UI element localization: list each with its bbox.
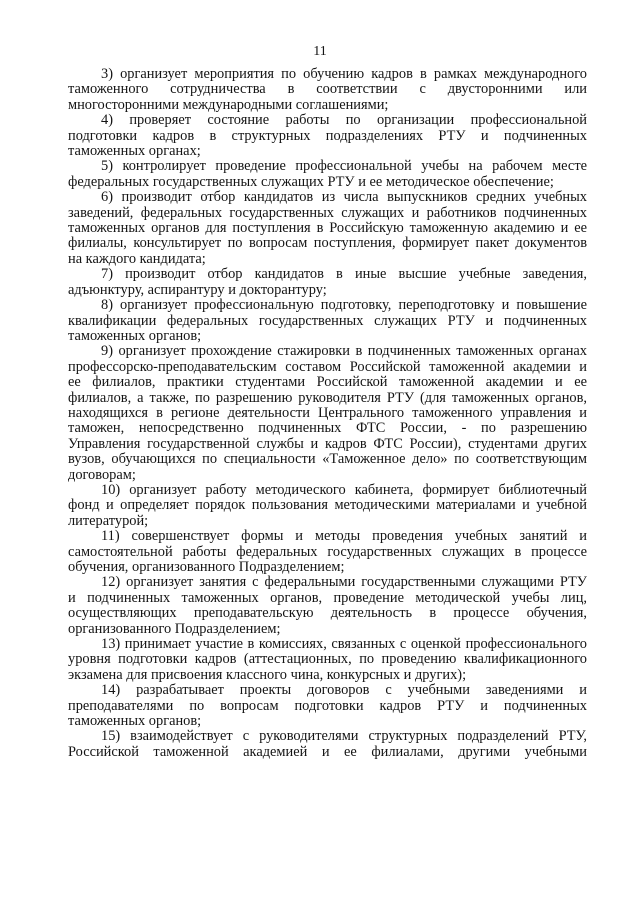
- text-line: 6) производит отбор кандидатов из числа выпускников средних учебных: [101, 189, 587, 206]
- text-line: подготовки кадров в структурных подразделениях РТУ и подчиненных: [68, 127, 587, 144]
- text-line: и подчиненных таможенных органов, проведение методической учебы лиц,: [68, 589, 587, 606]
- list-item-paragraph: [68, 298, 587, 344]
- text-line: договорам;: [68, 466, 136, 483]
- text-line: таможенного сотрудничества в соответствии с двусторонними или: [68, 81, 587, 98]
- text-line: на каждого кандидата;: [68, 250, 206, 267]
- text-line: заведений, федеральных государственных служащих и работников подчиненных: [68, 204, 587, 221]
- list-item-paragraph: [68, 637, 587, 683]
- text-line: самостоятельной работы федеральных государственных служащих в процессе: [68, 543, 587, 560]
- text-line: квалификации федеральных государственных служащих РТУ и подчиненных: [68, 312, 587, 329]
- list-item-paragraph: [68, 683, 587, 729]
- list-item-paragraph: [68, 159, 587, 190]
- text-line: Российской таможенной академией и ее филиалами, другими учебными: [68, 743, 587, 760]
- text-line: обучения, организованного Подразделением;: [68, 559, 345, 575]
- text-line: адъюнктуру, аспирантуру и докторантуру;: [68, 281, 327, 298]
- text-line: 4) проверяет состояние работы по организации профессиональной: [101, 112, 587, 129]
- list-item-paragraph: [68, 113, 587, 159]
- text-line: 13) принимает участие в комиссиях, связанных с оценкой профессионального: [101, 636, 587, 653]
- text-line: таможенных органов для поступления в Российскую таможенную академию и ее: [68, 220, 587, 237]
- text-line: осуществляющих преподавательскую деятельность в процессе обучения,: [68, 605, 587, 622]
- text-line: фонд и определяет порядок пользования методическими материалами и учебной: [68, 497, 587, 514]
- text-line: вузов, обучающихся по специальности «Таможенное дело» по соответствующим: [68, 451, 587, 468]
- text-line: филиалов, а также, по разрешению руководителя РТУ (для таможенных органов,: [68, 389, 587, 406]
- text-line: профессорско-преподавательским составом Российской таможенной академии и: [68, 358, 587, 375]
- document-body: [68, 67, 587, 760]
- text-line: литературой;: [68, 512, 149, 529]
- page-number: 11: [313, 44, 327, 59]
- text-line: находящихся в регионе деятельности Центрального таможенного управления и: [68, 404, 587, 421]
- text-line: Управления государственной службы и кадров ФТС России), студентами других: [68, 435, 587, 452]
- list-item-paragraph: [68, 529, 587, 575]
- text-line: 9) организует прохождение стажировки в подчиненных таможенных органах: [101, 343, 587, 360]
- text-line: таможен, непосредственно подчиненных ФТС России, - по разрешению: [68, 420, 587, 437]
- list-item-paragraph: [68, 575, 587, 637]
- list-item-paragraph: [68, 729, 587, 760]
- list-item-paragraph: [68, 190, 587, 267]
- text-line: многосторонними международными соглашениями;: [68, 96, 389, 113]
- text-line: таможенных органов;: [68, 327, 202, 344]
- text-line: 8) организует профессиональную подготовку, переподготовку и повышение: [101, 297, 587, 314]
- text-line: уровня подготовки кадров (аттестационных, по проведению квалификационного: [68, 651, 587, 668]
- list-item-paragraph: [68, 267, 587, 298]
- text-line: экзамена для присвоения классного чина, конкурсных и других);: [68, 666, 467, 683]
- text-line: 15) взаимодействует с руководителями структурных подразделений РТУ,: [101, 728, 587, 745]
- text-line: 5) контролирует проведение профессиональной учебы на рабочем месте: [101, 158, 587, 175]
- text-line: филиалы, консультирует по вопросам поступления, формирует пакет документов: [68, 235, 587, 252]
- text-line: 12) организует занятия с федеральными государственными служащими РТУ: [101, 574, 587, 591]
- text-line: федеральных государственных служащих РТУ и ее методическое обеспечение;: [68, 173, 554, 190]
- text-line: 10) организует работу методического кабинета, формирует библиотечный: [101, 481, 587, 498]
- list-item-paragraph: [68, 483, 587, 529]
- text-line: организованного Подразделением;: [68, 620, 281, 637]
- list-item-paragraph: [68, 344, 587, 483]
- text-line: преподавателями по вопросам подготовки кадров РТУ и подчиненных: [68, 697, 587, 714]
- text-line: таможенных органах;: [68, 143, 201, 160]
- text-line: таможенных органов;: [68, 713, 202, 730]
- text-line: 7) производит отбор кандидатов в иные высшие учебные заведения,: [101, 266, 587, 283]
- text-line: ее филиалов, практики студентами Российской таможенной академии и ее: [68, 374, 587, 391]
- text-line: 3) организует мероприятия по обучению кадров в рамках международного: [101, 66, 587, 82]
- list-item-paragraph: [68, 67, 587, 113]
- text-line: 14) разрабатывает проекты договоров с учебными заведениями и: [101, 682, 587, 699]
- text-line: 11) совершенствует формы и методы проведения учебных занятий и: [101, 528, 587, 545]
